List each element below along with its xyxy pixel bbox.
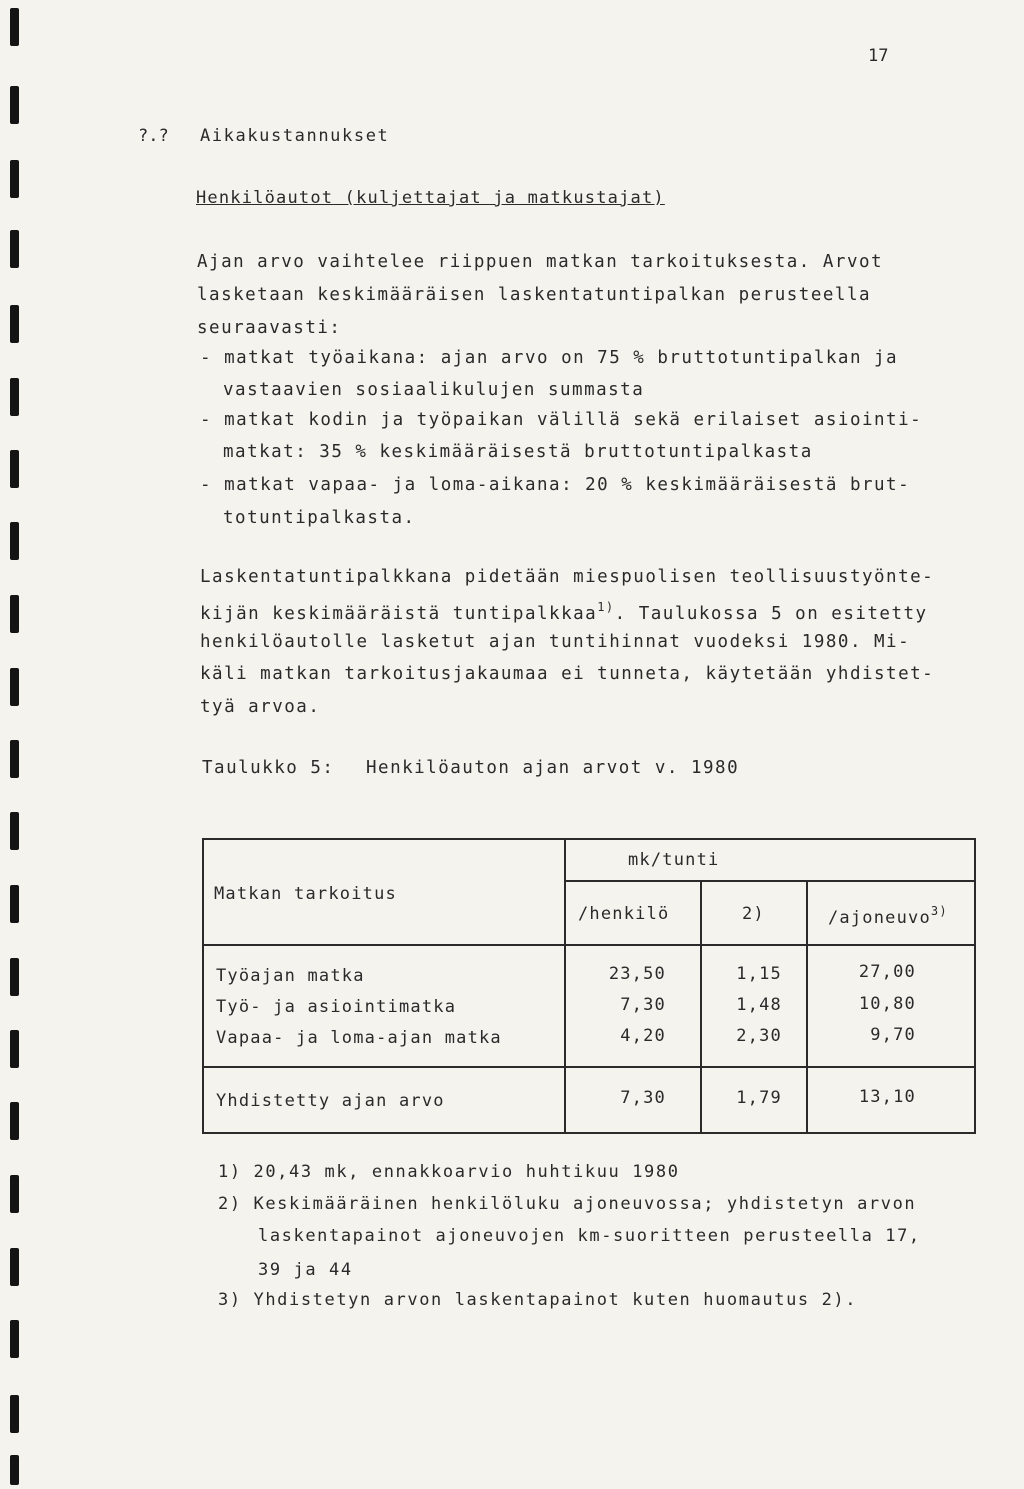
- paragraph-line: Laskentatuntipalkkana pidetään miespuolisen teollisuustyönte-: [200, 567, 935, 587]
- paragraph-line: Ajan arvo vaihtelee riippuen matkan tarkoituksesta. Arvot: [197, 252, 884, 272]
- cell-value: 27,00: [858, 962, 916, 982]
- footnote: 2) Keskimääräinen henkilöluku ajoneuvossa; yhdistetyn arvon: [218, 1194, 917, 1214]
- paragraph-line: käli matkan tarkoitusjakaumaa ei tunneta, käytetään yhdistet-: [200, 664, 935, 684]
- cell-value: 9,70: [870, 1025, 916, 1045]
- header-per-person: /henkilö: [578, 904, 670, 924]
- footnote-ref: 1): [597, 600, 615, 614]
- time-value-table: [202, 838, 976, 1134]
- table-caption-label: Taulukko 5:: [202, 758, 335, 778]
- cell-value: 10,80: [858, 994, 916, 1014]
- subtitle: Henkilöautot (kuljettajat ja matkustajat): [196, 188, 665, 208]
- list-item: - matkat työaikana: ajan arvo on 75 % bruttotuntipalkan ja: [200, 348, 899, 368]
- paragraph-line: tyä arvoa.: [200, 697, 321, 717]
- list-item: - matkat kodin ja työpaikan välillä sekä erilaiset asiointi-: [200, 410, 923, 430]
- header-purpose: Matkan tarkoitus: [214, 884, 397, 904]
- footnote-continuation: laskentapainot ajoneuvojen km-suoritteen perusteella 17,: [258, 1226, 921, 1246]
- list-item-continuation: totuntipalkasta.: [223, 508, 416, 528]
- row-label: Työajan matka: [216, 966, 365, 986]
- footnote-ref: 3): [930, 904, 948, 918]
- binding-holes: [10, 0, 26, 1489]
- cell-value: 1,79: [736, 1088, 782, 1108]
- paragraph-line: [200, 600, 928, 624]
- paragraph-text: kijän keskimääräistä tuntipalkkaa: [200, 604, 598, 624]
- cell-value: 2,30: [736, 1026, 782, 1046]
- list-item-continuation: matkat: 35 % keskimääräisestä bruttotuntipalkasta: [223, 442, 813, 462]
- cell-value: 1,15: [736, 964, 782, 984]
- paragraph-line: seuraavasti:: [197, 318, 342, 338]
- cell-value: 7,30: [620, 995, 666, 1015]
- row-label: Vapaa- ja loma-ajan matka: [216, 1028, 502, 1048]
- cell-value: 13,10: [858, 1087, 916, 1107]
- cell-value: 1,48: [736, 995, 782, 1015]
- paragraph-line: lasketaan keskimääräisen laskentatuntipalkan perusteella: [197, 285, 872, 305]
- section-number: ?.?: [138, 126, 169, 146]
- table-caption-text: Henkilöauton ajan arvot v. 1980: [366, 758, 740, 778]
- header-persons: 2): [742, 904, 765, 924]
- list-item-continuation: vastaavien sosiaalikulujen summasta: [223, 380, 645, 400]
- section-title: Aikakustannukset: [200, 126, 390, 146]
- paragraph-line: henkilöautolle lasketut ajan tuntihinnat vuodeksi 1980. Mi-: [200, 632, 911, 652]
- header-unit: mk/tunti: [628, 850, 720, 870]
- page-number: 17: [868, 46, 889, 66]
- cell-value: 4,20: [620, 1026, 666, 1046]
- cell-value: 7,30: [620, 1088, 666, 1108]
- paragraph-text: . Taulukossa 5 on esitetty: [614, 604, 928, 624]
- cell-value: 23,50: [608, 964, 666, 984]
- header-per-vehicle-text: /ajoneuvo: [828, 908, 931, 928]
- footnote-continuation: 39 ja 44: [258, 1260, 353, 1280]
- total-label: Yhdistetty ajan arvo: [216, 1091, 445, 1111]
- list-item: - matkat vapaa- ja loma-aikana: 20 % keskimääräisestä brut-: [200, 475, 911, 495]
- footnote: 3) Yhdistetyn arvon laskentapainot kuten huomautus 2).: [218, 1290, 858, 1310]
- footnote: 1) 20,43 mk, ennakkoarvio huhtikuu 1980: [218, 1162, 680, 1182]
- row-label: Työ- ja asiointimatka: [216, 997, 457, 1017]
- header-per-vehicle: [828, 904, 948, 928]
